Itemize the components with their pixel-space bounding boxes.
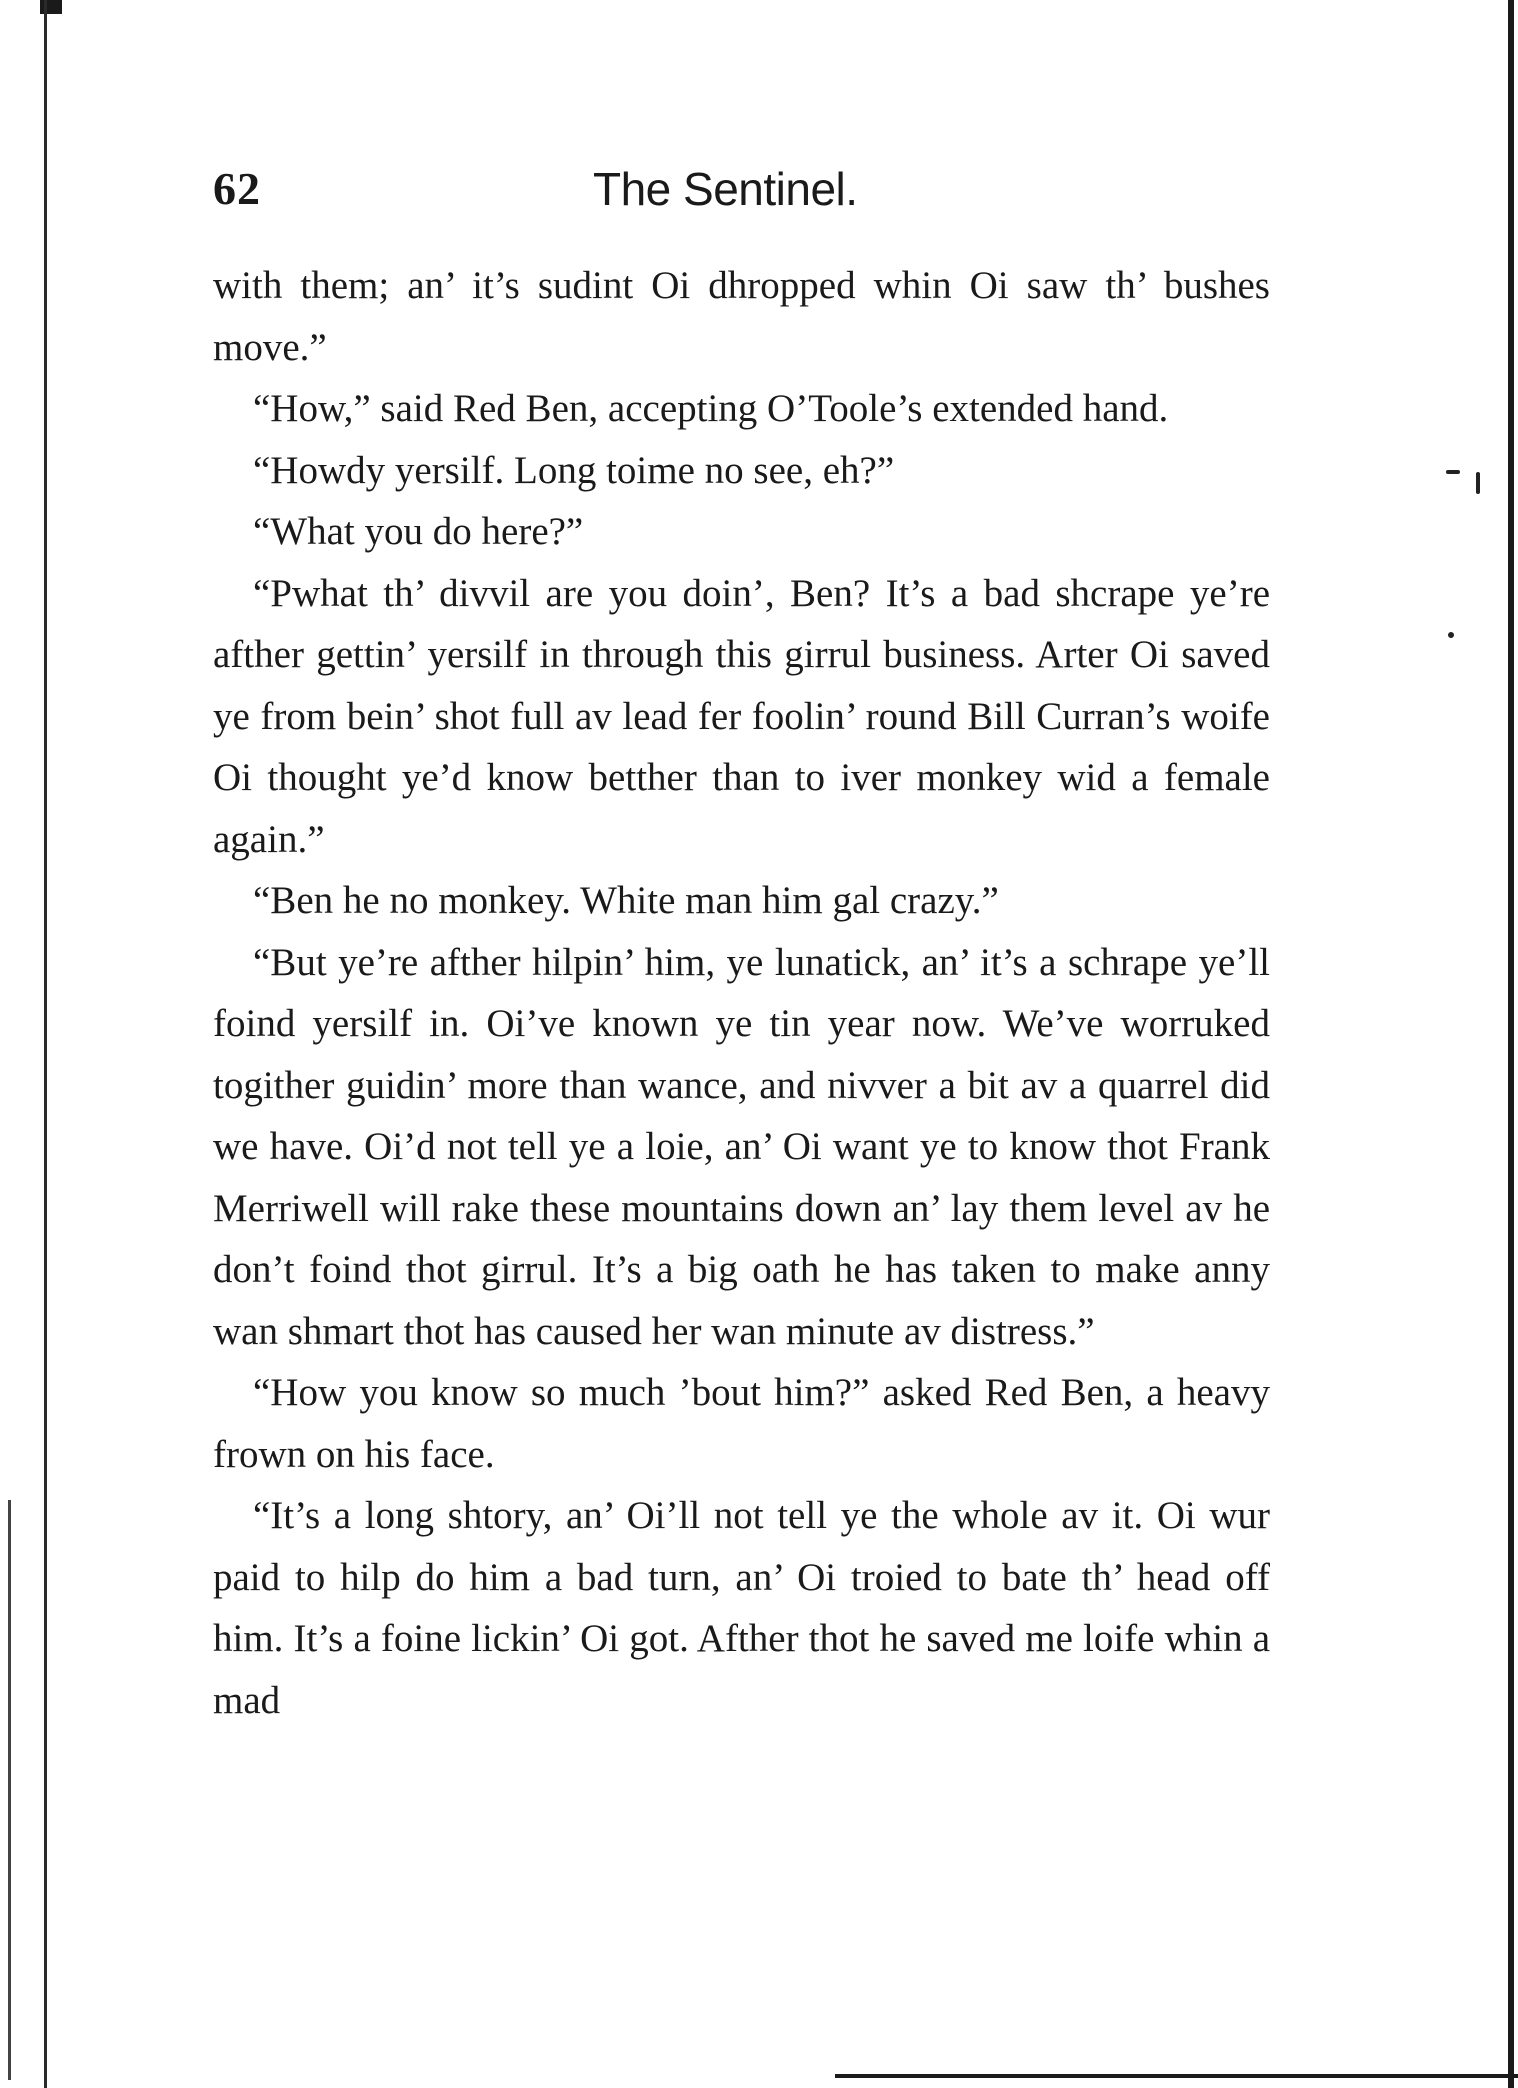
paragraph: “Ben he no monkey. White man him gal crazy.” xyxy=(253,879,999,922)
paragraph: “What you do here?” xyxy=(253,510,584,553)
paragraph: “How you know so much ’bout him?” asked Red Ben, a heavy frown on his face. xyxy=(213,1371,1270,1476)
paragraph: “It’s a long shtory, an’ Oi’ll not tell ye the whole av it. Oi wur paid to hilp do him a bad turn, an’ Oi troied to bate th’ head off him. It’s a foine lickin’ Oi got. Afther thot he saved me loife whin a mad xyxy=(213,1494,1270,1722)
scan-speck xyxy=(1476,472,1480,494)
left-page-edge xyxy=(44,0,47,2088)
scan-speck xyxy=(1446,470,1460,474)
scan-speck xyxy=(1448,632,1454,638)
page-number: 62 xyxy=(213,163,261,214)
paragraph: with them; an’ it’s sudint Oi dhropped whin Oi saw th’ bushes move.” xyxy=(213,264,1270,369)
left-page-edge-lower xyxy=(8,1500,11,2080)
right-page-edge xyxy=(1508,0,1514,2088)
paragraph: “Howdy yersilf. Long toime no see, eh?” xyxy=(253,448,895,492)
paragraph: “How,” said Red Ben, accepting O’Toole’s extended hand. xyxy=(253,387,1169,430)
running-title: The Sentinel. xyxy=(593,163,858,215)
bottom-page-edge xyxy=(835,2074,1518,2078)
paragraph: “But ye’re afther hilpin’ him, ye lunatick, an’ it’s a schrape ye’ll foind yersilf in. Oi’ve known ye tin year now. We’ve worruked togither guidin’ more than wance, and nivver a bit av a quarrel did we have. Oi’d not tell ye a loie, an’ Oi want ye to know thot Frank Merriwell will rake these mountains down an’ lay them level av he don’t foind thot girrul. It’s a big oath he has taken to make anny wan shmart thot has caused her wan minute av distress.” xyxy=(213,940,1270,1353)
page-header xyxy=(213,158,1273,220)
body-text xyxy=(213,255,1270,1731)
paragraph: “Pwhat th’ divvil are you doin’, Ben? It’s a bad shcrape ye’re afther gettin’ yersilf in through this girrul business. Arter Oi saved ye from bein’ shot full av lead fer foolin’ round Bill Curran’s woife Oi thought ye’d know betther than to iver monkey wid a female again.” xyxy=(213,571,1270,861)
